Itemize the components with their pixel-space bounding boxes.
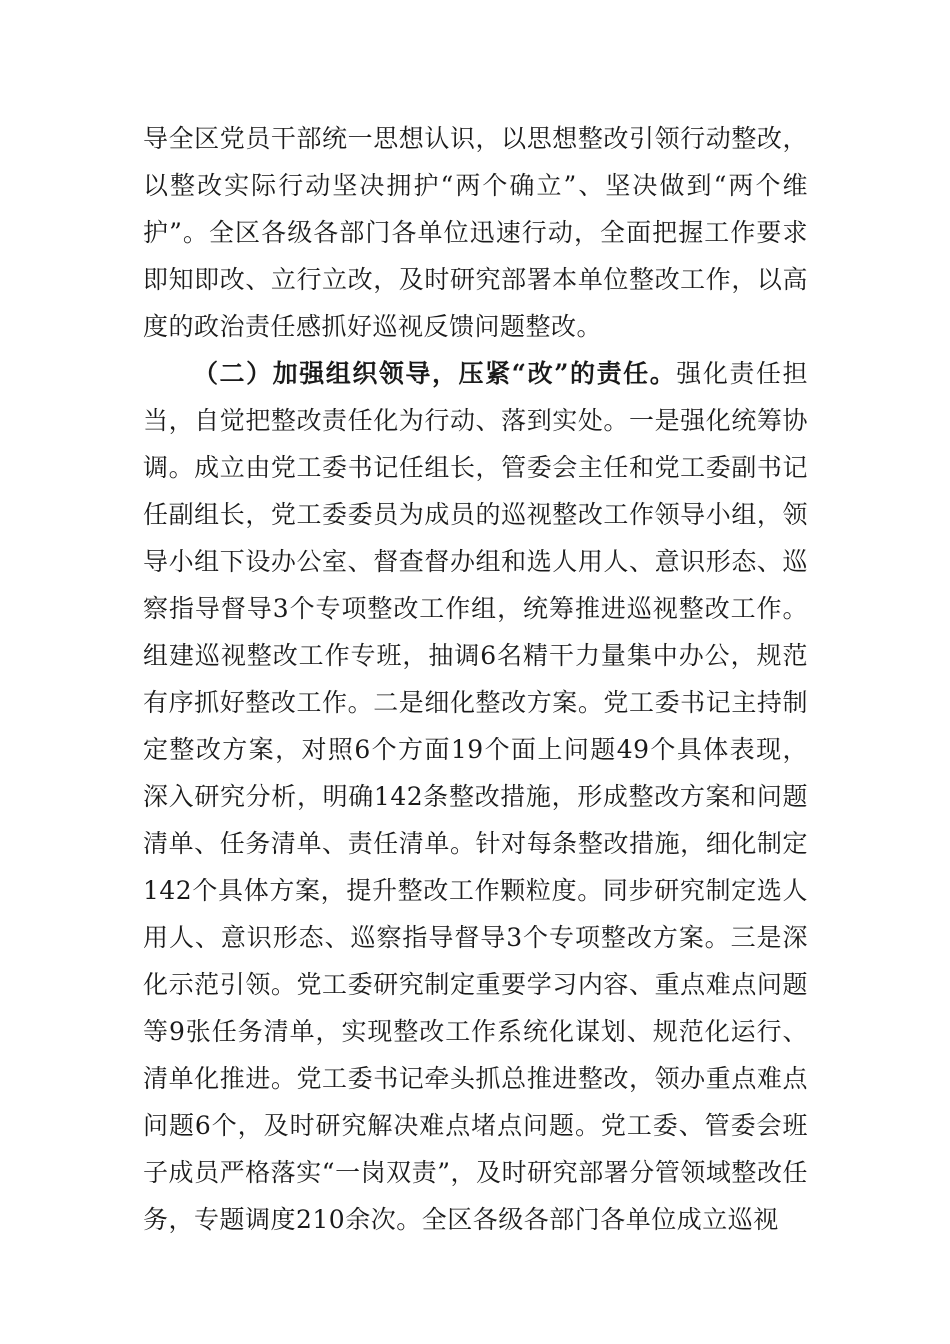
section-heading: （二）加强组织领导，压紧“改”的责任。 [193,359,677,388]
section-body: 强化责任担当，自觉把整改责任化为行动、落到实处。一是强化统筹协调。成立由党工委书记任组长，管委会主任和党工委副书记任副组长，党工委委员为成员的巡视整改工作领导小组，领导小组下设办公室、督查督办组和选人用人、意识形态、巡察指导督导3个专项整改工作组，统筹推进巡视整改工作。组建巡视整改工作专班，抽调6名精干力量集中办公，规范有序抓好整改工作。二是细化整改方案。党工委书记主持制定整改方案，对照6个方面19个面上问题49个具体表现，深入研究分析，明确142条整改措施，形成整改方案和问题清单、任务清单、责任清单。针对每条整改措施，细化制定142个具体方案，提升整改工作颗粒度。同步研究制定选人用人、意识形态、巡察指导督导3个专项整改方案。三是深化示范引领。党工委研究制定重要学习内容、重点难点问题等9张任务清单，实现整改工作系统化谋划、规范化运行、清单化推进。党工委书记牵头抓总推进整改，领办重点难点问题6个，及时研究解决难点堵点问题。党工委、管委会班子成员严格落实“一岗双责”，及时研究部署分管领域整改任务，专题调度210余次。全区各级各部门各单位成立巡视 [143,359,808,1234]
paragraph-section-two [143,350,808,1243]
document-body [143,115,808,1243]
paragraph-continuation: 导全区党员干部统一思想认识，以思想整改引领行动整改，以整改实际行动坚决拥护“两个确立”、坚决做到“两个维护”。全区各级各部门各单位迅速行动，全面把握工作要求即知即改、立行立改，及时研究部署本单位整改工作，以高度的政治责任感抓好巡视反馈问题整改。 [143,124,808,341]
